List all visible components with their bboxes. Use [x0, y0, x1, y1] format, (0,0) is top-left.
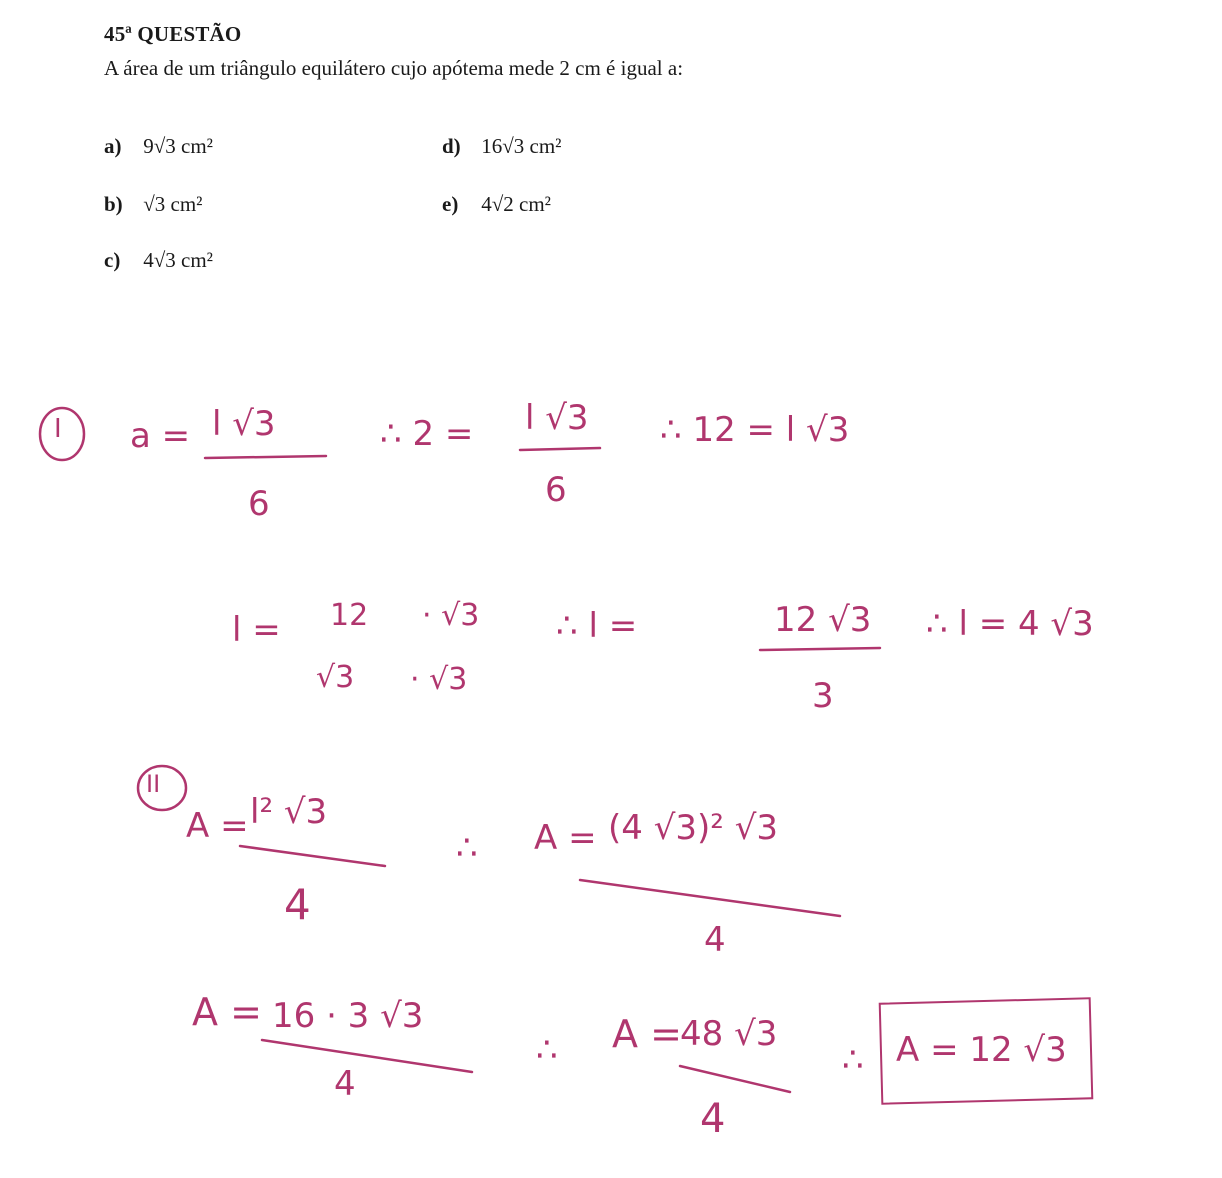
option-b-letter: b)	[104, 192, 123, 216]
fraction-bar	[240, 846, 385, 866]
step1-l1-part: l √3	[212, 404, 276, 444]
step1-l2-part: 12	[330, 598, 369, 633]
option-c-value: 4√3 cm²	[143, 248, 213, 272]
step1-l1-part: ∴ 12 = l √3	[660, 410, 850, 450]
option-e-value: 4√2 cm²	[481, 192, 551, 216]
option-d-value: 16√3 cm²	[481, 134, 562, 158]
step1-l2-part: · √3	[410, 662, 468, 697]
step1-l2-part: l =	[232, 610, 281, 650]
option-e-letter: e)	[442, 192, 459, 216]
step2-l1-part: A =	[534, 818, 597, 858]
option-c-letter: c)	[104, 248, 121, 272]
option-a-value: 9√3 cm²	[143, 134, 213, 158]
step1-marker-circle	[40, 408, 84, 460]
question-title: 45ª QUESTÃO	[104, 22, 242, 46]
step2-l1-part: 4	[284, 880, 311, 929]
step1-l1-part: 6	[248, 484, 270, 524]
final-answer: A = 12 √3	[896, 1030, 1067, 1070]
option-b-value: √3 cm²	[143, 192, 203, 216]
fraction-bar	[262, 1040, 472, 1072]
option-d-letter: d)	[442, 134, 461, 158]
fraction-bar	[520, 448, 600, 450]
fraction-bar	[205, 456, 326, 458]
fraction-bar	[580, 880, 840, 916]
step2-marker: II	[146, 770, 161, 798]
step2-l2-part: 48 √3	[680, 1014, 778, 1054]
step1-marker: I	[54, 414, 62, 444]
step1-l2-part: √3	[316, 660, 355, 695]
step1-l1-part: 6	[545, 470, 567, 510]
step2-l1-part: 4	[704, 920, 726, 960]
step2-l2-part: A =	[612, 1012, 682, 1056]
fraction-bar	[760, 648, 880, 650]
step1-l2-part: 12 √3	[774, 600, 872, 640]
step1-l1-part: l √3	[525, 398, 589, 438]
step2-l2-part: ∴	[536, 1030, 558, 1070]
question-text: A área de um triângulo equilátero cujo apótema mede 2 cm é igual a:	[104, 56, 684, 80]
step2-l2-part: 4	[334, 1064, 356, 1104]
step1-l2-part: ∴ l =	[556, 606, 638, 646]
step2-l2-part: A =	[192, 990, 262, 1034]
step2-l1-part: l² √3	[250, 792, 328, 832]
step2-l1-part: ∴	[456, 828, 478, 868]
step1-l1-part: a =	[130, 416, 191, 456]
step2-l2-part: ∴	[842, 1040, 864, 1080]
step2-l2-part: 16 · 3 √3	[272, 996, 424, 1036]
fraction-bar	[680, 1066, 790, 1092]
step2-l1-part: (4 √3)² √3	[608, 808, 778, 848]
step1-l2-part: ∴ l = 4 √3	[926, 604, 1094, 644]
step2-l1-part: A =	[186, 806, 249, 846]
step1-l1-part: ∴ 2 =	[380, 414, 474, 454]
step1-l2-part: 3	[812, 676, 834, 716]
step1-l2-part: · √3	[422, 598, 480, 633]
step2-l2-part: 4	[700, 1096, 726, 1142]
option-a-letter: a)	[104, 134, 122, 158]
